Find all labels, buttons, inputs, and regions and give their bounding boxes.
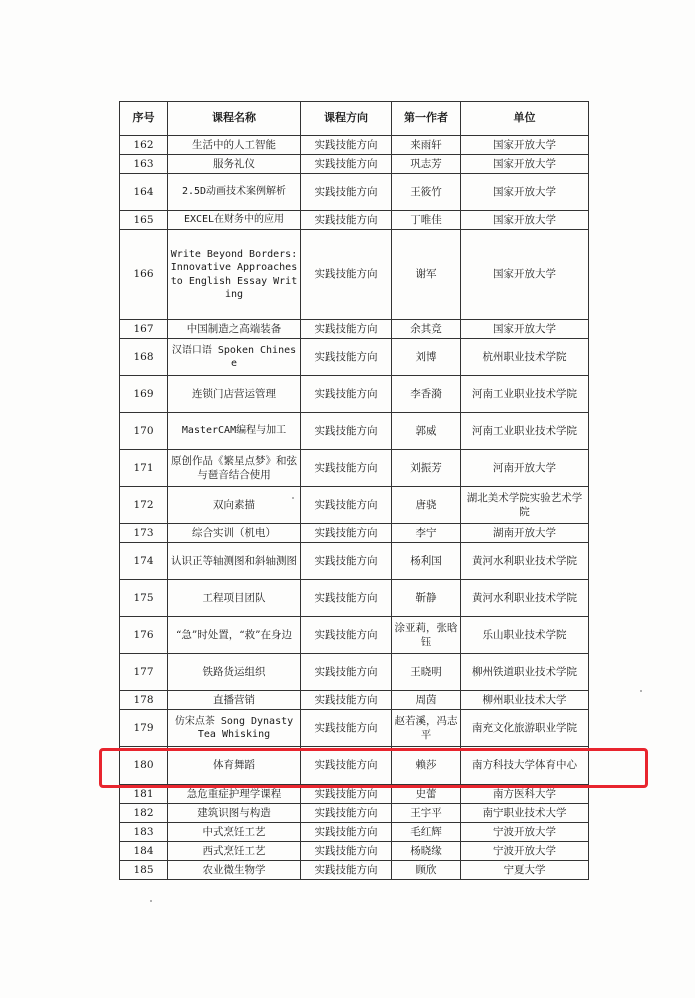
cell-direction: 实践技能方向 <box>301 654 392 691</box>
table-row <box>120 823 589 842</box>
cell-direction: 实践技能方向 <box>301 230 392 320</box>
cell-course: 工程项目团队 <box>168 580 301 617</box>
cell-course: 服务礼仪 <box>168 155 301 174</box>
header-unit: 单位 <box>461 102 589 136</box>
cell-unit: 南方科技大学体育中心 <box>461 747 589 785</box>
cell-author: 丁唯佳 <box>392 211 461 230</box>
cell-course: 中式烹饪工艺 <box>168 823 301 842</box>
cell-course: 中国制造之高端装备 <box>168 320 301 339</box>
cell-no: 181 <box>120 785 168 804</box>
scan-speck <box>292 497 294 499</box>
table-row <box>120 339 589 376</box>
cell-course: 体育舞蹈 <box>168 747 301 785</box>
cell-unit: 黄河水利职业技术学院 <box>461 580 589 617</box>
cell-author: 王晓明 <box>392 654 461 691</box>
cell-author: 巩志芳 <box>392 155 461 174</box>
cell-author: 靳静 <box>392 580 461 617</box>
table-row <box>120 804 589 823</box>
cell-direction: 实践技能方向 <box>301 320 392 339</box>
table-row <box>120 450 589 487</box>
cell-author: 周茵 <box>392 691 461 710</box>
cell-no: 169 <box>120 376 168 413</box>
cell-unit: 河南开放大学 <box>461 450 589 487</box>
table-row <box>120 654 589 691</box>
cell-direction: 实践技能方向 <box>301 450 392 487</box>
cell-no: 163 <box>120 155 168 174</box>
cell-unit: 宁波开放大学 <box>461 823 589 842</box>
cell-author: 顾欣 <box>392 861 461 880</box>
cell-no: 167 <box>120 320 168 339</box>
cell-no: 180 <box>120 747 168 785</box>
table-row <box>120 543 589 580</box>
cell-unit: 河南工业职业技术学院 <box>461 376 589 413</box>
cell-course: 连锁门店营运管理 <box>168 376 301 413</box>
table-row <box>120 524 589 543</box>
cell-author: 杨利国 <box>392 543 461 580</box>
cell-author: 谢军 <box>392 230 461 320</box>
cell-author: 赖莎 <box>392 747 461 785</box>
cell-direction: 实践技能方向 <box>301 487 392 524</box>
cell-course: 建筑识图与构造 <box>168 804 301 823</box>
cell-author: 毛红辉 <box>392 823 461 842</box>
cell-unit: 杭州职业技术学院 <box>461 339 589 376</box>
cell-course: MasterCAM编程与加工 <box>168 413 301 450</box>
cell-unit: 南方医科大学 <box>461 785 589 804</box>
cell-course: 双向素描 <box>168 487 301 524</box>
table-row <box>120 155 589 174</box>
cell-course: 急危重症护理学课程 <box>168 785 301 804</box>
cell-course: EXCEL在财务中的应用 <box>168 211 301 230</box>
table-row <box>120 136 589 155</box>
cell-no: 164 <box>120 174 168 211</box>
cell-unit: 柳州铁道职业技术学院 <box>461 654 589 691</box>
cell-direction: 实践技能方向 <box>301 413 392 450</box>
cell-direction: 实践技能方向 <box>301 617 392 654</box>
cell-no: 185 <box>120 861 168 880</box>
cell-author: 赵若溪，冯志平 <box>392 710 461 747</box>
cell-unit: 国家开放大学 <box>461 211 589 230</box>
cell-no: 178 <box>120 691 168 710</box>
cell-course: “急”时处置，“救”在身边 <box>168 617 301 654</box>
cell-unit: 国家开放大学 <box>461 136 589 155</box>
header-author: 第一作者 <box>392 102 461 136</box>
table-row <box>120 174 589 211</box>
header-no: 序号 <box>120 102 168 136</box>
table-row <box>120 861 589 880</box>
cell-author: 郭威 <box>392 413 461 450</box>
cell-course: 2.5D动画技术案例解析 <box>168 174 301 211</box>
cell-no: 171 <box>120 450 168 487</box>
cell-direction: 实践技能方向 <box>301 524 392 543</box>
cell-course: Write Beyond Borders: Innovative Approaches to English Essay Writing <box>168 230 301 320</box>
cell-no: 172 <box>120 487 168 524</box>
cell-direction: 实践技能方向 <box>301 804 392 823</box>
cell-author: 刘振芳 <box>392 450 461 487</box>
cell-unit: 国家开放大学 <box>461 320 589 339</box>
cell-direction: 实践技能方向 <box>301 691 392 710</box>
header-direction: 课程方向 <box>301 102 392 136</box>
cell-unit: 南充文化旅游职业学院 <box>461 710 589 747</box>
header-course: 课程名称 <box>168 102 301 136</box>
table-row <box>120 487 589 524</box>
cell-author: 唐骁 <box>392 487 461 524</box>
cell-unit: 湖南开放大学 <box>461 524 589 543</box>
cell-unit: 河南工业职业技术学院 <box>461 413 589 450</box>
cell-author: 来雨轩 <box>392 136 461 155</box>
cell-direction: 实践技能方向 <box>301 710 392 747</box>
cell-direction: 实践技能方向 <box>301 785 392 804</box>
cell-no: 162 <box>120 136 168 155</box>
cell-direction: 实践技能方向 <box>301 823 392 842</box>
table-row <box>120 320 589 339</box>
cell-direction: 实践技能方向 <box>301 842 392 861</box>
cell-course: 铁路货运组织 <box>168 654 301 691</box>
cell-course: 仿宋点茶 Song Dynasty Tea Whisking <box>168 710 301 747</box>
cell-no: 179 <box>120 710 168 747</box>
cell-course: 西式烹饪工艺 <box>168 842 301 861</box>
cell-no: 174 <box>120 543 168 580</box>
cell-course: 生活中的人工智能 <box>168 136 301 155</box>
cell-author: 刘博 <box>392 339 461 376</box>
scan-speck <box>150 900 152 902</box>
table-row <box>120 230 589 320</box>
cell-direction: 实践技能方向 <box>301 543 392 580</box>
cell-unit: 南宁职业技术大学 <box>461 804 589 823</box>
cell-course: 直播营销 <box>168 691 301 710</box>
table-row <box>120 691 589 710</box>
cell-unit: 乐山职业技术学院 <box>461 617 589 654</box>
cell-direction: 实践技能方向 <box>301 155 392 174</box>
cell-author: 余其竞 <box>392 320 461 339</box>
cell-author: 王宇平 <box>392 804 461 823</box>
cell-direction: 实践技能方向 <box>301 861 392 880</box>
cell-author: 杨晓缘 <box>392 842 461 861</box>
cell-course: 综合实训（机电） <box>168 524 301 543</box>
table-row <box>120 413 589 450</box>
cell-no: 182 <box>120 804 168 823</box>
cell-course: 原创作品《繁星点梦》和弦与琶音结合使用 <box>168 450 301 487</box>
cell-no: 173 <box>120 524 168 543</box>
table-row <box>120 580 589 617</box>
cell-unit: 宁波开放大学 <box>461 842 589 861</box>
cell-no: 184 <box>120 842 168 861</box>
table-row <box>120 842 589 861</box>
cell-no: 166 <box>120 230 168 320</box>
table-row <box>120 211 589 230</box>
table-row <box>120 376 589 413</box>
cell-direction: 实践技能方向 <box>301 580 392 617</box>
cell-no: 176 <box>120 617 168 654</box>
table-row <box>120 617 589 654</box>
cell-direction: 实践技能方向 <box>301 136 392 155</box>
cell-unit: 国家开放大学 <box>461 230 589 320</box>
cell-no: 177 <box>120 654 168 691</box>
cell-direction: 实践技能方向 <box>301 747 392 785</box>
cell-unit: 国家开放大学 <box>461 155 589 174</box>
cell-author: 李香漪 <box>392 376 461 413</box>
cell-unit: 柳州职业技术大学 <box>461 691 589 710</box>
cell-course: 农业微生物学 <box>168 861 301 880</box>
cell-author: 涂亚莉，张晗钰 <box>392 617 461 654</box>
cell-no: 165 <box>120 211 168 230</box>
cell-course: 汉语口语 Spoken Chinese <box>168 339 301 376</box>
cell-no: 175 <box>120 580 168 617</box>
cell-author: 李宁 <box>392 524 461 543</box>
cell-direction: 实践技能方向 <box>301 376 392 413</box>
cell-direction: 实践技能方向 <box>301 211 392 230</box>
table-header-row <box>120 102 589 136</box>
cell-course: 认识正等轴测图和斜轴测图 <box>168 543 301 580</box>
highlight-box <box>99 748 648 788</box>
cell-no: 168 <box>120 339 168 376</box>
cell-unit: 湖北美术学院实验艺术学院 <box>461 487 589 524</box>
cell-author: 史蕾 <box>392 785 461 804</box>
cell-unit: 黄河水利职业技术学院 <box>461 543 589 580</box>
cell-unit: 宁夏大学 <box>461 861 589 880</box>
cell-author: 王筱竹 <box>392 174 461 211</box>
scan-speck <box>640 690 642 692</box>
cell-direction: 实践技能方向 <box>301 174 392 211</box>
cell-direction: 实践技能方向 <box>301 339 392 376</box>
cell-no: 183 <box>120 823 168 842</box>
cell-no: 170 <box>120 413 168 450</box>
cell-unit: 国家开放大学 <box>461 174 589 211</box>
table-row <box>120 710 589 747</box>
